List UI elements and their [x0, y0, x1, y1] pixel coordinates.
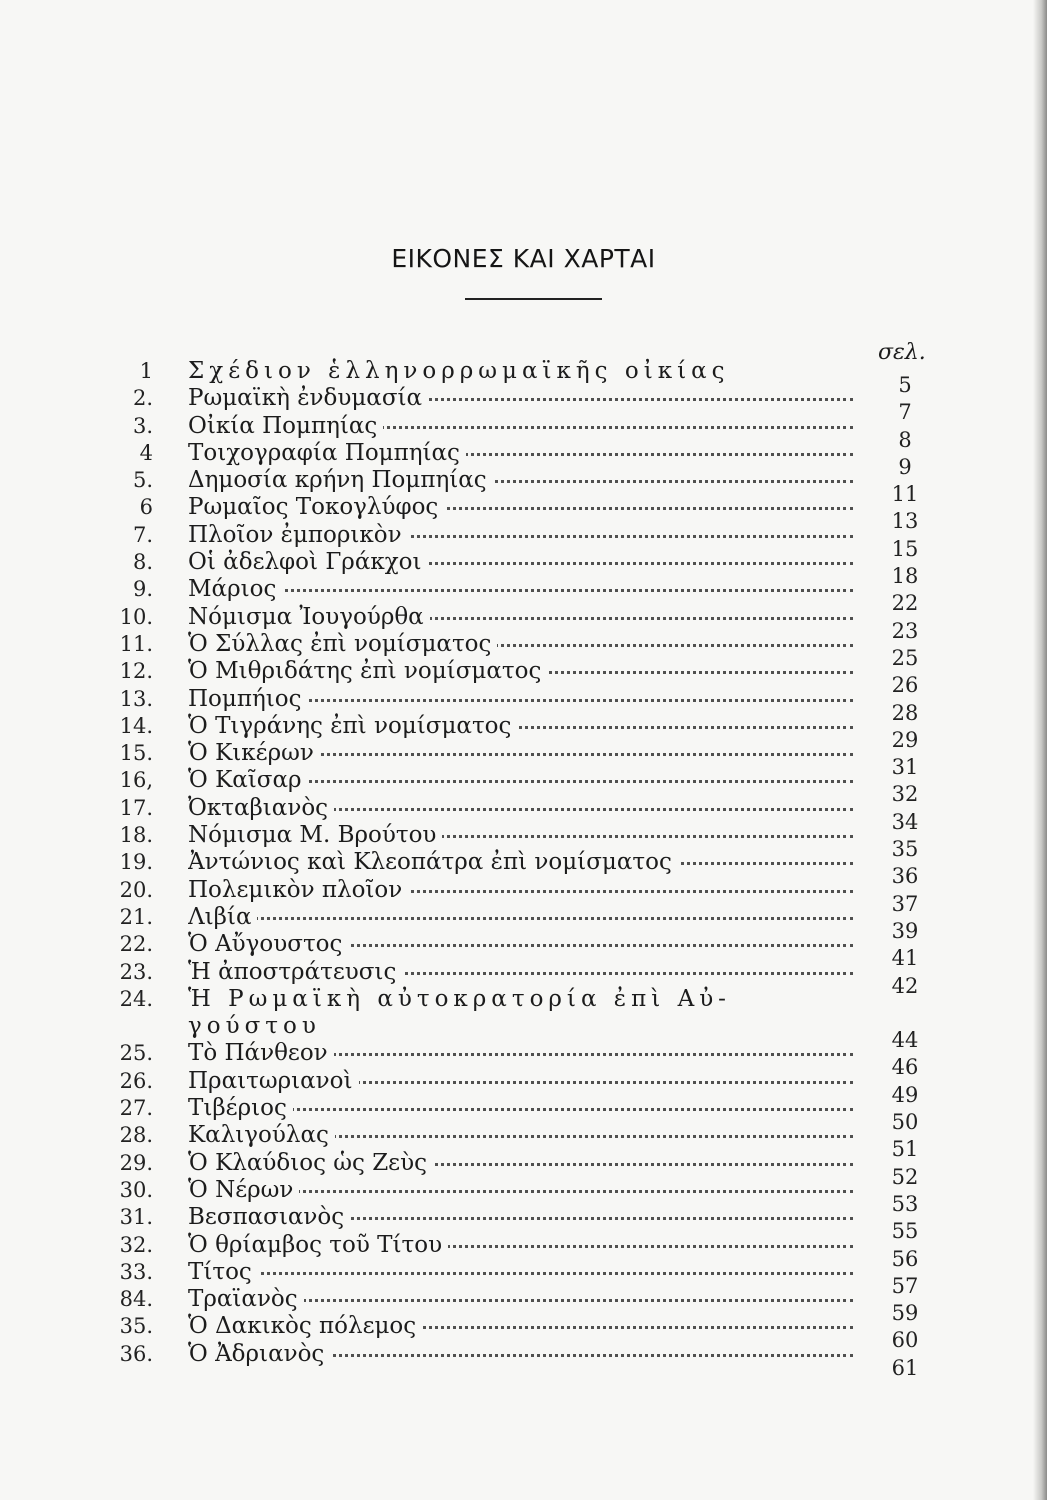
toc-row: [0, 467, 1047, 507]
toc-entry-page: 56: [891, 1246, 919, 1271]
toc-entry-title-text: Ὁ Καῖσαρ: [188, 767, 308, 793]
toc-entry-page: 32: [891, 782, 919, 807]
toc-entry-title-text: Ὀκταβιανὸς: [188, 795, 334, 821]
toc-entry-title-text: Πομπήιος: [188, 686, 308, 712]
dot-leader: [188, 589, 853, 592]
toc-entry-title-text: Ἡ ἀποστράτευσις: [188, 959, 402, 985]
toc-entry-title: [188, 467, 493, 493]
toc-entry-page: 52: [891, 1164, 919, 1189]
toc-entry-page: 22: [891, 591, 919, 616]
toc-entry-number: 36.: [119, 1341, 153, 1366]
toc-entry-title-text: Ἀντώνιος καὶ Κλεοπάτρα ἐπὶ νομίσματος: [188, 849, 678, 875]
toc-entry-number: 2.: [132, 386, 153, 411]
toc-entry-title: [188, 658, 547, 684]
toc-entry-title: [188, 1040, 334, 1066]
toc-row: [0, 822, 1047, 862]
toc-entry-page: 9: [898, 454, 912, 479]
page-title: ΕΙΚΟΝΕΣ ΚΑΙ ΧΑΡΤΑΙ: [391, 244, 656, 273]
toc-entry-title-text: Λιβία: [188, 904, 257, 930]
toc-row: [0, 1013, 1047, 1053]
toc-entry-title: [188, 1259, 258, 1285]
toc-entry-number: 22.: [119, 932, 153, 957]
toc-row: [0, 740, 1047, 780]
toc-entry-title: [188, 385, 428, 411]
toc-row: [0, 931, 1047, 971]
toc-entry-title-text: Ὁ Κλαύδιος ὡς Ζεὺς: [188, 1150, 433, 1176]
toc-entry-title: [188, 822, 442, 848]
toc-row: [0, 439, 1047, 479]
toc-entry-number: 14.: [119, 713, 153, 738]
toc-entry-number: 12.: [119, 659, 153, 684]
toc-entry-title: [188, 522, 408, 548]
toc-entry-page: 7: [898, 400, 912, 425]
toc-entry-title-text: Τιβέριος: [188, 1095, 293, 1121]
toc-entry-title: [188, 1013, 327, 1039]
toc-entry-title-text: Τίτος: [188, 1259, 258, 1285]
toc-entry-title-text: Βεσπασιανὸς: [188, 1204, 350, 1230]
toc-entry-page: 60: [891, 1328, 919, 1353]
toc-entry-title: [188, 1068, 359, 1094]
toc-entry-title: [188, 986, 737, 1012]
toc-entry-title: [188, 904, 257, 930]
toc-row: [0, 767, 1047, 807]
toc-entry-title: [188, 494, 444, 520]
toc-entry-number: 26.: [119, 1068, 153, 1093]
toc-entry-title-text: Ὁ Κικέρων: [188, 740, 320, 766]
toc-entry-title-text: Τὸ Πάνθεον: [188, 1040, 334, 1066]
toc-entry-title: [188, 631, 497, 657]
toc-entry-number: 3.: [132, 413, 153, 438]
toc-entry-page: 28: [891, 700, 919, 725]
toc-entry-number: 21.: [119, 904, 153, 929]
toc-entry-title-text: Τοιχογραφία Πομπηίας: [188, 440, 466, 466]
toc-entry-title-text: Πλοῖον ἐμπορικὸν: [188, 522, 408, 548]
toc-entry-title-text: Καλιγούλας: [188, 1122, 335, 1148]
toc-entry-title: [188, 1095, 293, 1121]
toc-entry-title-text: Ὁ Δακικὸς πόλεμος: [188, 1313, 422, 1339]
toc-row: [0, 1313, 1047, 1353]
toc-row: [0, 1095, 1047, 1135]
dot-leader: [188, 1272, 853, 1275]
toc-entry-title: [188, 740, 320, 766]
toc-entry-number: 32.: [119, 1232, 153, 1257]
dot-leader: [188, 917, 853, 920]
toc-entry-page: 18: [891, 564, 919, 589]
toc-row: [0, 658, 1047, 698]
toc-entry-title-text: Ρωμαϊκὴ ἐνδυμασία: [188, 385, 428, 411]
toc-entry-number: 6: [139, 495, 153, 520]
toc-entry-page: 13: [891, 509, 919, 534]
toc-entry-title: [188, 767, 308, 793]
toc-entry-number: 30.: [119, 1177, 153, 1202]
toc-entry-number: 16,: [119, 768, 153, 793]
toc-entry-page: 31: [891, 755, 919, 780]
toc-entry-title-text: Νόμισμα Ἰουγούρθα: [188, 604, 430, 630]
toc-entry-number: 17.: [119, 795, 153, 820]
toc-entry-number: 7.: [132, 522, 153, 547]
toc-entry-title-text: Πολεμικὸν πλοῖον: [188, 877, 408, 903]
toc-entry-page: 57: [891, 1273, 919, 1298]
toc-entry-page: 36: [891, 864, 919, 889]
toc-entry-title: [188, 1313, 422, 1339]
toc-entry-title-text: Ὁ Αὔγουστος: [188, 931, 348, 957]
toc-row: [0, 1286, 1047, 1326]
toc-entry-page: 34: [891, 809, 919, 834]
toc-entry-page: 37: [891, 891, 919, 916]
toc-entry-title: [188, 1122, 335, 1148]
toc-entry-title: [188, 931, 348, 957]
toc-entry-title-text: Ὁ Τιγράνης ἐπὶ νομίσματος: [188, 713, 517, 739]
toc-entry-page: 5: [898, 373, 912, 397]
toc-entry-title: [188, 413, 383, 439]
toc-entry-number: 19.: [119, 850, 153, 875]
toc-entry-title: [188, 576, 282, 602]
toc-entry-title: [188, 686, 308, 712]
toc-entry-page: 55: [891, 1219, 919, 1244]
toc-entry-page: 23: [891, 618, 919, 643]
toc-entry-title-text: Ὁ Νέρων: [188, 1177, 299, 1203]
toc-entry-title-text: Δημοσία κρήνη Πομπηίας: [188, 467, 493, 493]
toc-entry-number: 11.: [119, 631, 153, 656]
toc-entry-page: 41: [891, 946, 919, 971]
toc-entry-title-text: Τραϊανὸς: [188, 1286, 304, 1312]
toc-row: [0, 576, 1047, 616]
toc-entry-page: 26: [891, 673, 919, 698]
toc-row: [0, 849, 1047, 889]
toc-entry-title-text: Ρωμαῖος Τοκογλύφος: [188, 494, 444, 520]
page-column-label: σελ.: [878, 340, 926, 365]
toc-entry-page: 61: [891, 1355, 919, 1380]
toc-entry-page: 39: [891, 918, 919, 943]
toc-entry-title: [188, 1150, 433, 1176]
toc-entry-number: 9.: [132, 577, 153, 602]
toc-entry-page: 25: [891, 645, 919, 670]
toc-row: [0, 494, 1047, 534]
toc-entry-title-text: Πραιτωριανοὶ: [188, 1068, 359, 1094]
toc-entry-title: [188, 1204, 350, 1230]
toc-entry-page: 51: [891, 1137, 919, 1162]
toc-entry-number: 20.: [119, 877, 153, 902]
toc-row: [0, 549, 1047, 589]
toc-entry-page: 35: [891, 837, 919, 862]
toc-entry-number: 5.: [132, 468, 153, 493]
toc-entry-number: 27.: [119, 1096, 153, 1121]
toc-entry-title: [188, 713, 517, 739]
toc-row: [0, 1040, 1047, 1080]
toc-entry-page: 42: [891, 973, 919, 998]
toc-entry-title-text: γούστου: [188, 1013, 327, 1039]
toc-entry-page: 46: [891, 1055, 919, 1080]
toc-entry-title-text: Ὁ Σύλλας ἐπὶ νομίσματος: [188, 631, 497, 657]
toc-entry-title: [188, 1286, 304, 1312]
toc-row: [0, 986, 1047, 1013]
toc-entry-number: 28.: [119, 1123, 153, 1148]
toc-entry-page: 59: [891, 1301, 919, 1326]
toc-entry-title-text: Οἱ ἀδελφοὶ Γράκχοι: [188, 549, 428, 575]
toc-entry-number: 15.: [119, 741, 153, 766]
toc-entry-title: [188, 877, 408, 903]
toc-entry-title: [188, 358, 736, 384]
toc-entry-page: 50: [891, 1110, 919, 1135]
toc-entry-title: [188, 1341, 330, 1367]
toc-entry-number: 24.: [119, 986, 153, 1011]
toc-entry-title-text: Νόμισμα Μ. Βρούτου: [188, 822, 442, 848]
toc-row: [0, 1122, 1047, 1162]
title-underline: [465, 298, 602, 300]
toc-entry-number: 1: [139, 359, 153, 383]
toc-entry-title: [188, 959, 402, 985]
toc-entry-page: 53: [891, 1191, 919, 1216]
table-of-illustrations: [0, 358, 1047, 1380]
toc-entry-number: 8.: [132, 550, 153, 575]
toc-entry-page: 44: [891, 1028, 919, 1053]
toc-entry-title: [188, 1177, 299, 1203]
toc-entry-title: [188, 1232, 448, 1258]
toc-entry-number: 10.: [119, 604, 153, 629]
toc-entry-page: 29: [891, 727, 919, 752]
toc-entry-number: 35.: [119, 1314, 153, 1339]
toc-entry-number: 25.: [119, 1041, 153, 1066]
toc-row: [0, 1204, 1047, 1244]
toc-entry-number: 31.: [119, 1205, 153, 1230]
toc-entry-page: 49: [891, 1082, 919, 1107]
toc-row: [0, 385, 1047, 425]
toc-entry-number: 4: [139, 440, 153, 465]
toc-entry-title: [188, 795, 334, 821]
toc-entry-title: [188, 849, 678, 875]
toc-entry-page: 15: [891, 536, 919, 561]
toc-entry-number: 23.: [119, 959, 153, 984]
toc-entry-title-text: Ὁ Ἀδριανὸς: [188, 1341, 330, 1367]
toc-entry-title-text: Μάριος: [188, 576, 282, 602]
toc-entry-number: 13.: [119, 686, 153, 711]
toc-entry-title: [188, 440, 466, 466]
toc-entry-title: [188, 549, 428, 575]
toc-row: [0, 412, 1047, 452]
toc-entry-title-text: Ὁ Μιθριδάτης ἐπὶ νομίσματος: [188, 658, 547, 684]
toc-entry-title-text: Οἰκία Πομπηίας: [188, 413, 383, 439]
toc-entry-number: 33.: [119, 1259, 153, 1284]
toc-entry-number: 29.: [119, 1150, 153, 1175]
toc-row: [0, 358, 1047, 397]
toc-entry-title-text: Ὁ θρίαμβος τοῦ Τίτου: [188, 1232, 448, 1258]
toc-entry-page: 8: [898, 427, 912, 452]
toc-entry-number: 84.: [119, 1287, 153, 1312]
toc-entry-title-text: Σχέδιον ἑλληνορρωμαϊκῆς οἰκίας: [188, 358, 736, 384]
toc-entry-number: 18.: [119, 823, 153, 848]
toc-entry-title-text: Ἡ Ρωμαϊκὴ αὐτοκρατορία ἐπὶ Αὐ-: [188, 986, 737, 1012]
toc-entry-page: 11: [891, 482, 919, 507]
toc-entry-title: [188, 604, 430, 630]
